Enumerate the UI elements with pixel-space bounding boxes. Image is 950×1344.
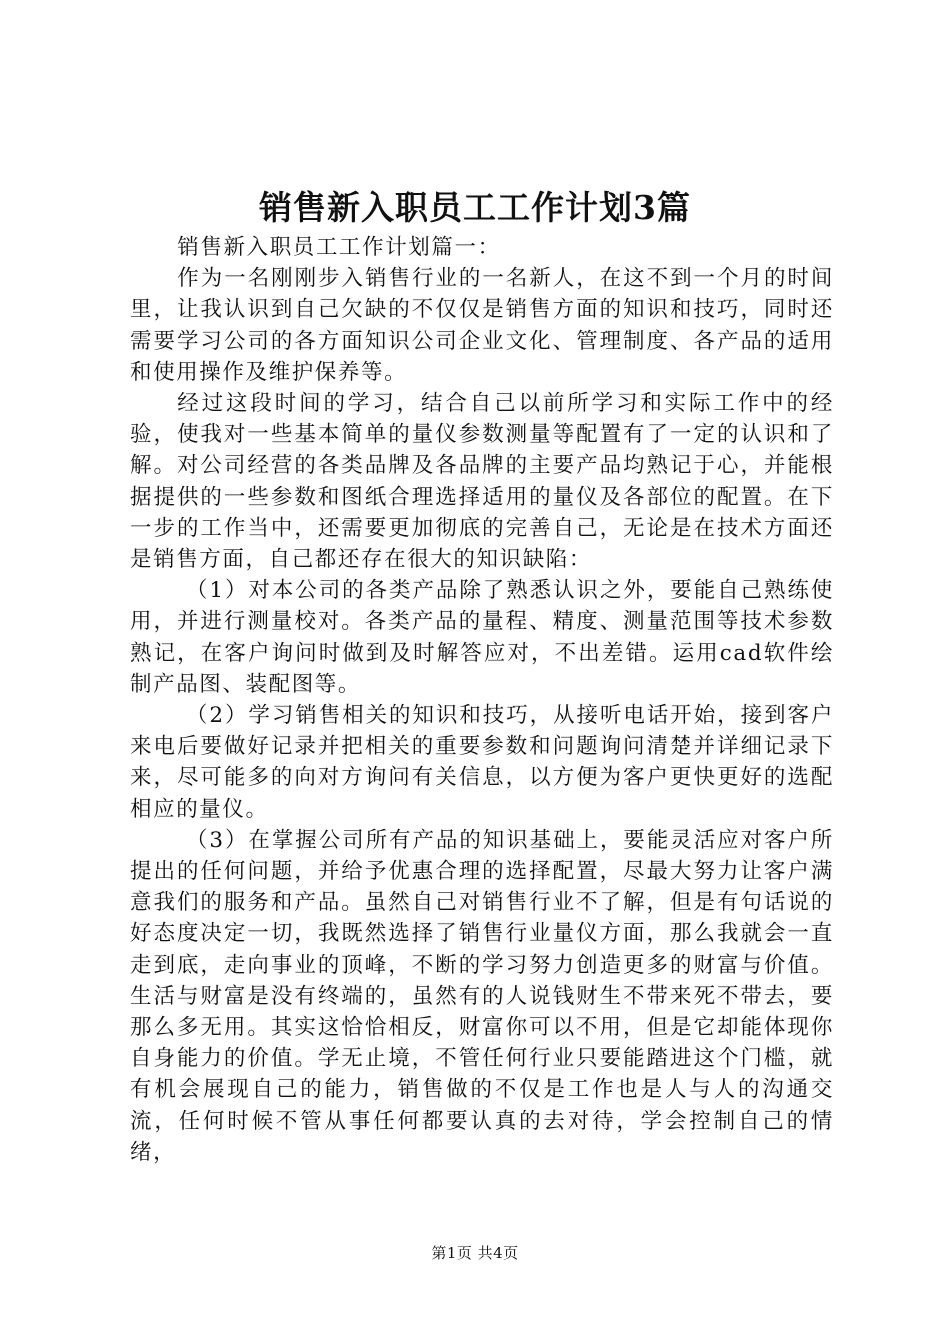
list-item-2: （2）学习销售相关的知识和技巧，从接听电话开始，接到客户来电后要做好记录并把相关的重要参数和问题询问清楚并详细记录下来，尽可能多的向对方询问有关信息，以方便为客户更快更好的选配相应的量仪。 [130, 703, 834, 822]
paragraph-experience: 经过这段时间的学习，结合自己以前所学习和实际工作中的经验，使我对一些基本简单的量仪参数测量等配置有了一定的认识和了解。对公司经营的各类品牌及各品牌的主要产品均熟记于心，并能根据提供的一些参数和图纸合理选择适用的量仪及各部位的配置。在下一步的工作当中，还需要更加彻底的完善自己，无论是在技术方面还是销售方面，自己都还存在很大的知识缺陷： [130, 391, 834, 573]
section-subhead: 销售新入职员工工作计划篇一： [177, 235, 501, 260]
list-item-3: （3）在掌握公司所有产品的知识基础上，要能灵活应对客户所提出的任何问题，并给予优惠合理的选择配置，尽最大努力让客户满意我们的服务和产品。虽然自己对销售行业不了解，但是有句话说的好态度决定一切，我既然选择了销售行业量仪方面，那么我就会一直走到底，走向事业的顶峰，不断的学习努力创造更多的财富与价值。生活与财富是没有终端的，虽然有的人说钱财生不带来死不带去，要那么多无用。其实这恰恰相反，财富你可以不用，但是它却能体现你自身能力的价值。学无止境，不管任何行业只要能踏进这个门槛，就有机会展现自己的能力，销售做的不仅是工作也是人与人的沟通交流，任何时候不管从事任何都要认真的去对待，学会控制自己的情绪， [130, 827, 834, 1165]
page-footer: 第1页 共4页 [431, 1244, 519, 1262]
list-item-1: （1）对本公司的各类产品除了熟悉认识之外，要能自己熟练使用，并进行测量校对。各类产品的量程、精度、测量范围等技术参数熟记，在客户询问时做到及时解答应对，不出差错。运用cad软件绘制产品图、装配图等。 [130, 578, 834, 697]
paragraph-intro: 作为一名刚刚步入销售行业的一名新人，在这不到一个月的时间里，让我认识到自己欠缺的不仅仅是销售方面的知识和技巧，同时还需要学习公司的各方面知识公司企业文化、管理制度、各产品的适用和使用操作及维护保养等。 [130, 266, 834, 385]
document-body [130, 232, 834, 1168]
document-title: 销售新入职员工工作计划3篇 [259, 188, 691, 227]
